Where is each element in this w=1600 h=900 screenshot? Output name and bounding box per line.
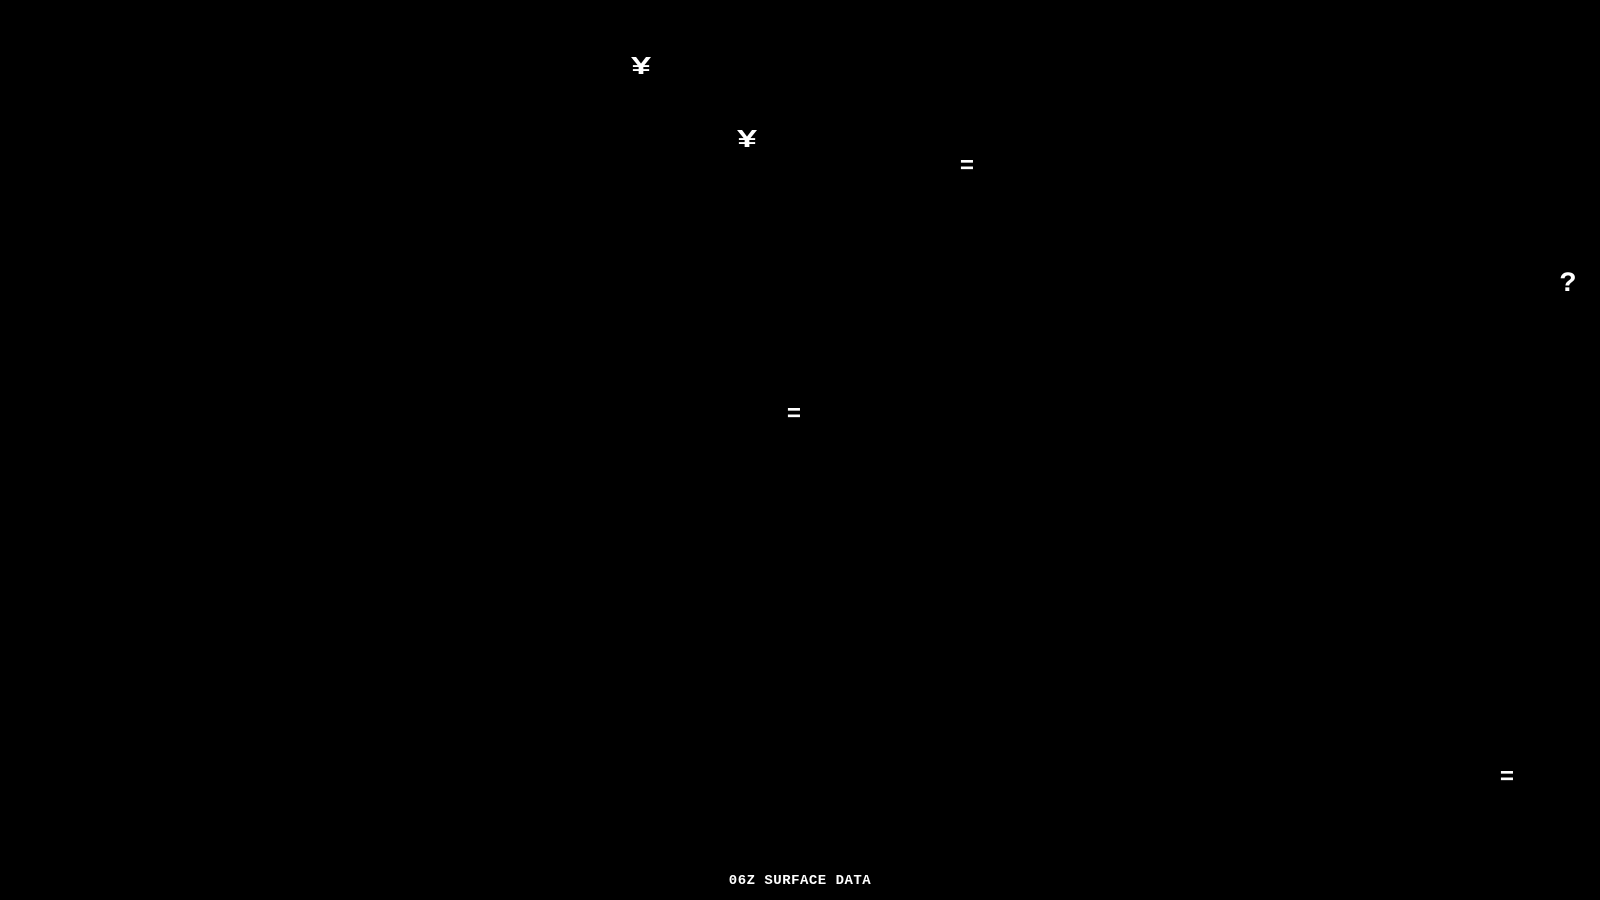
weather-symbol-mist: = [959, 154, 975, 181]
weather-symbol-unknown: ? [1559, 269, 1577, 300]
weather-symbol-yen: ¥ [630, 52, 652, 82]
weather-symbol-mist: = [786, 402, 802, 429]
weather-symbol-yen: ¥ [736, 125, 758, 155]
weather-symbol-mist: = [1499, 765, 1515, 792]
plot-title: 06Z SURFACE DATA [728, 873, 872, 889]
